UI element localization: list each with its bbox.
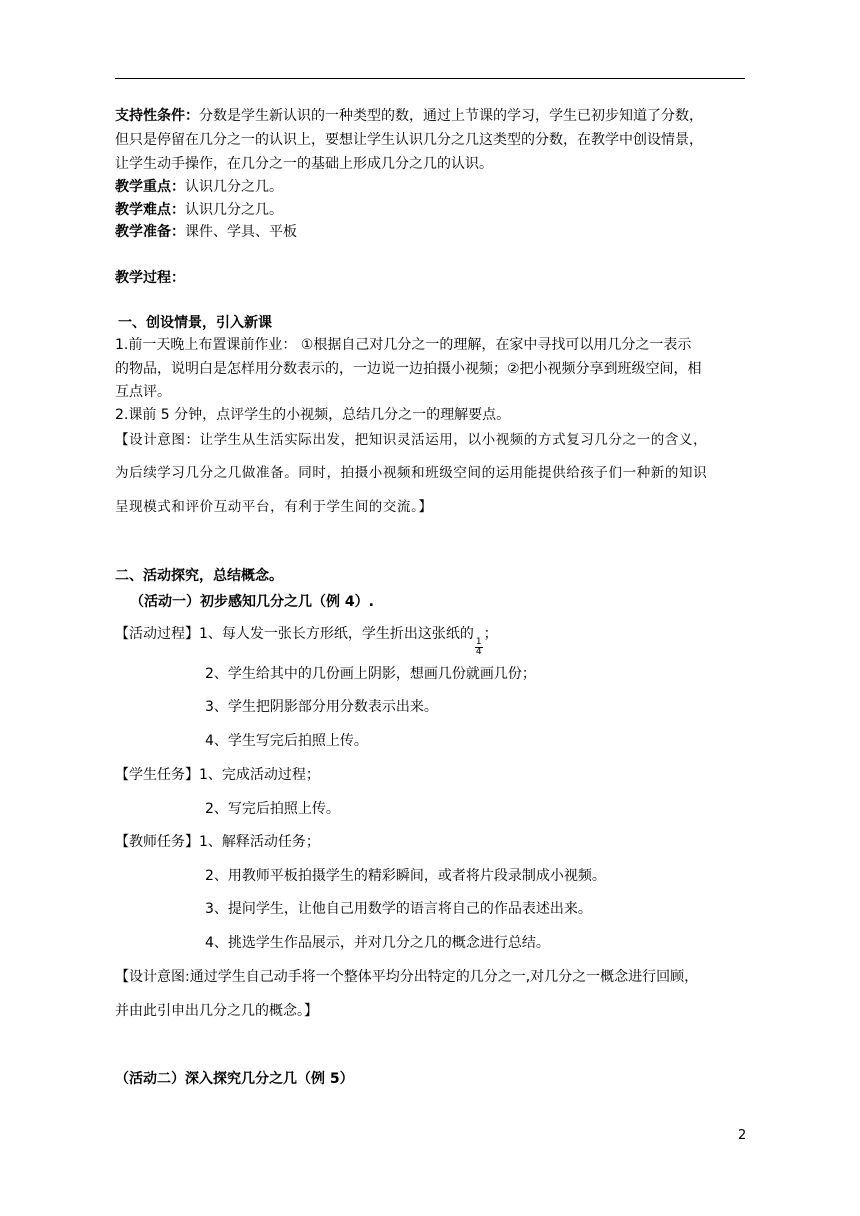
section2-intent-2: 并由此引申出几分之几的概念。】 — [115, 1003, 318, 1019]
support-line-3: 让学生动手操作，在几分之一的基础上形成几分之几的认识。 — [115, 156, 493, 172]
section2-title: 二、活动探究，总结概念。 — [115, 568, 283, 584]
header-rule — [115, 78, 745, 79]
fraction-one-quarter — [475, 638, 483, 657]
student-line-1 — [115, 765, 320, 785]
section1-item1-line1: 1.前一天晚上布置课前作业： ①根据自己对几分之一的理解，在家中寻找可以用几分之一表示 — [115, 337, 692, 353]
section1-item1-line2: 的物品，说明白是怎样用分数表示的，一边说一边拍摄小视频；②把小视频分享到班级空间，相 — [115, 361, 702, 377]
support-line-1 — [115, 106, 703, 126]
teacher-task-4: 4、挑选学生作品展示，并对几分之几的概念进行总结。 — [205, 935, 550, 951]
page-number: 2 — [738, 1128, 747, 1143]
fraction-numerator: 1 — [475, 637, 482, 647]
difficulty-line — [115, 200, 283, 220]
support-line-2: 但只是停留在几分之一的认识上，要想让学生认识几分之几这类型的分数，在教学中创设情景， — [115, 132, 703, 148]
support-text-1: 分数是学生新认识的一种类型的数，通过上节课的学习，学生已初步知道了分数， — [199, 108, 703, 124]
process-step-1-end: ； — [483, 626, 498, 642]
process-title: 教学过程： — [115, 270, 185, 286]
teacher-task-2: 2、用教师平板拍摄学生的精彩瞬间，或者将片段录制成小视频。 — [205, 868, 606, 884]
prep-line — [115, 222, 297, 242]
activity2-title: （活动二）深入探究几分之几（例 5） — [115, 1071, 354, 1087]
activity1-title: （活动一）初步感知几分之几（例 4）. — [130, 594, 374, 610]
process-step-4: 4、学生写完后拍照上传。 — [205, 733, 368, 749]
teacher-label: 【教师任务】 — [115, 834, 199, 850]
process-step-3: 3、学生把阴影部分用分数表示出来。 — [205, 699, 438, 715]
section1-title: 一、创设情景，引入新课 — [118, 315, 272, 331]
teacher-task-3: 3、提问学生，让他自己用数学的语言将自己的作品表述出来。 — [205, 901, 592, 917]
prep-text: 课件、学具、平板 — [185, 224, 297, 240]
fraction-denominator: 4 — [475, 647, 482, 657]
section1-item2: 2.课前 5 分钟，点评学生的小视频，总结几分之一的理解要点。 — [115, 407, 511, 423]
teacher-line-1 — [115, 832, 320, 852]
section2-intent-1: 【设计意图:通过学生自己动手将一个整体平均分出特定的几分之一,对几分之一概念进行回顾， — [115, 969, 699, 985]
section1-intent-2: 为后续学习几分之几做准备。同时，拍摄小视频和班级空间的运用能提供给孩子们一种新的知识 — [115, 465, 708, 481]
process-step-1: 1、每人发一张长方形纸，学生折出这张纸的 — [199, 626, 474, 642]
student-task-2: 2、写完后拍照上传。 — [205, 801, 340, 817]
difficulty-text: 认识几分之几。 — [185, 202, 283, 218]
process-line-1 — [115, 624, 498, 657]
teacher-task-1: 1、解释活动任务； — [199, 834, 320, 850]
key-point-text: 认识几分之几。 — [185, 179, 283, 195]
prep-label: 教学准备： — [115, 224, 185, 240]
difficulty-label: 教学难点： — [115, 202, 185, 218]
section1-item1-line3: 互点评。 — [115, 384, 171, 400]
key-point-line — [115, 177, 283, 197]
student-task-1: 1、完成活动过程； — [199, 767, 320, 783]
process-label: 【活动过程】 — [115, 626, 199, 642]
section1-intent-3: 呈现模式和评价互动平台，有利于学生间的交流。】 — [115, 499, 433, 515]
student-label: 【学生任务】 — [115, 767, 199, 783]
process-step-2: 2、学生给其中的几份画上阴影，想画几份就画几份； — [205, 666, 536, 682]
section1-intent-1: 【设计意图：让学生从生活实际出发，把知识灵活运用，以小视频的方式复习几分之一的含义， — [115, 432, 708, 448]
support-label: 支持性条件： — [115, 108, 199, 124]
key-point-label: 教学重点： — [115, 179, 185, 195]
